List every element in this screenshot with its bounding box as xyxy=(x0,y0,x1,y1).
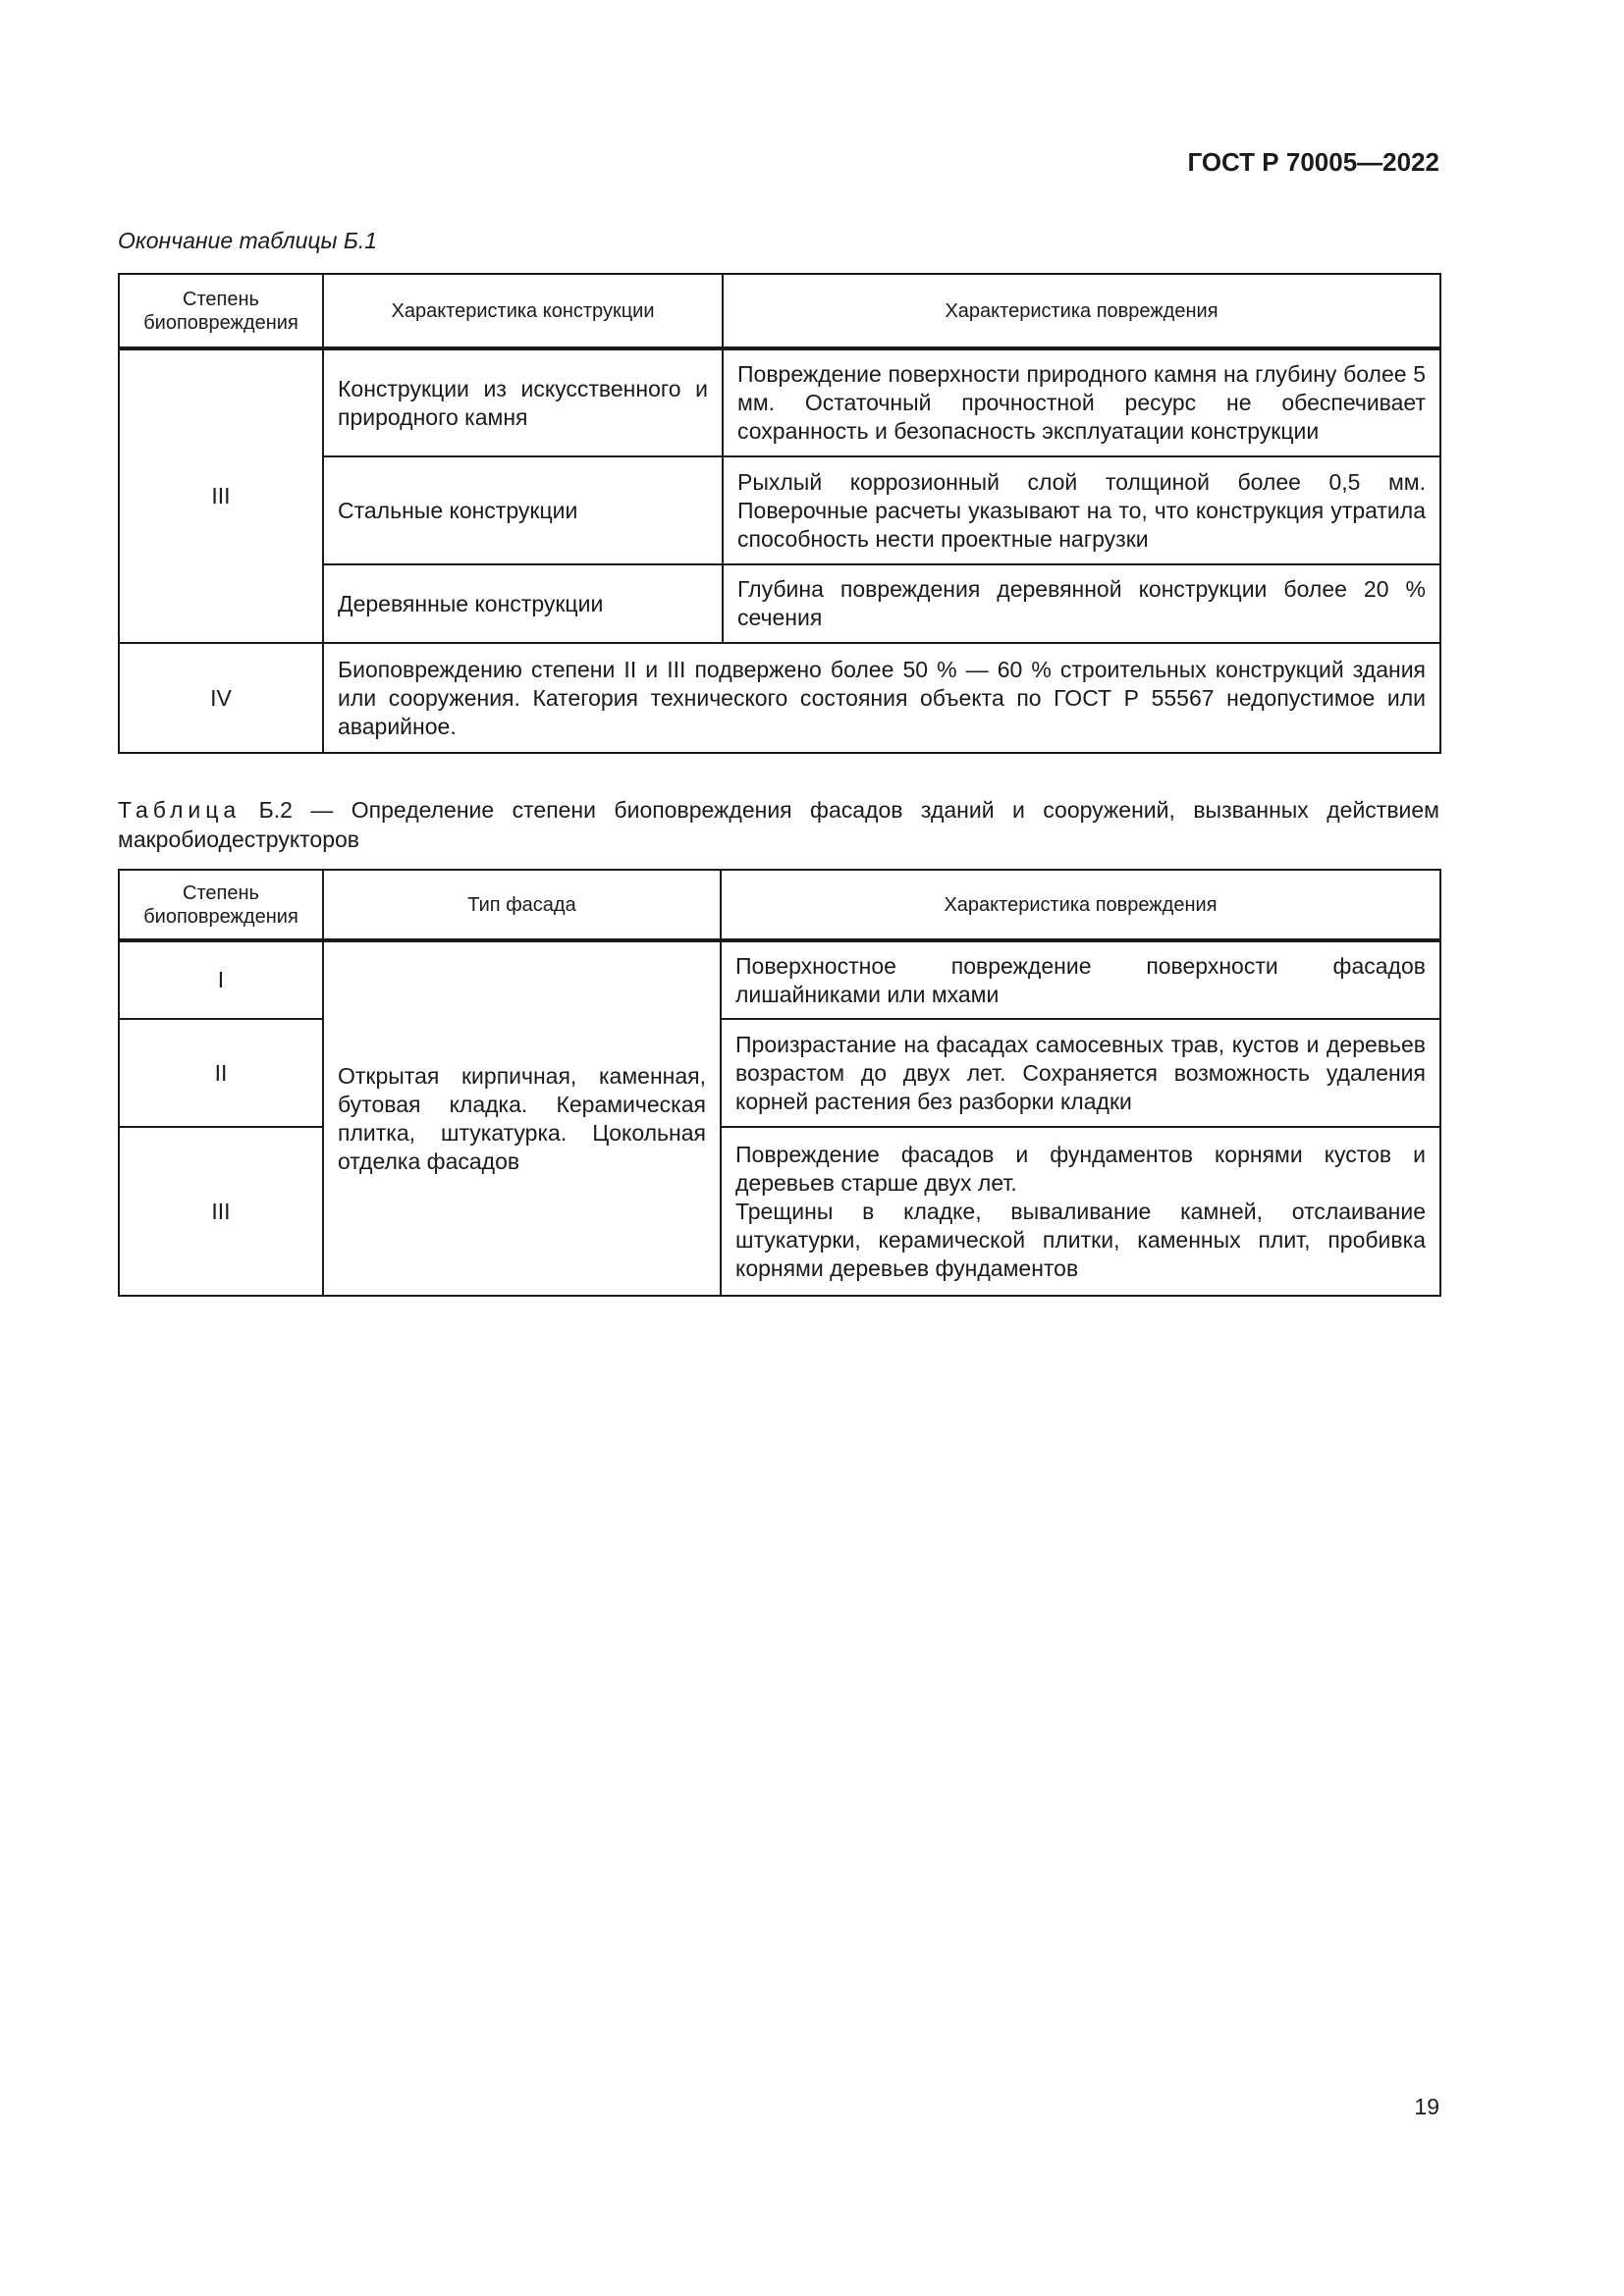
degree-cell: I xyxy=(119,940,323,1019)
column-header-degree: Степень биоповреждения xyxy=(119,870,323,940)
damage-text: Повреждение фасадов и фундаментов корнями кустов и деревьев старше двух лет. xyxy=(735,1141,1426,1196)
construction-cell: Деревянные конструкции xyxy=(323,564,723,643)
table-b1 xyxy=(118,273,1441,754)
table-continuation-label: Окончание таблицы Б.1 xyxy=(118,228,378,253)
table-row xyxy=(119,940,1440,1019)
degree-cell: II xyxy=(119,1019,323,1127)
damage-cell: Глубина повреждения деревянной конструкции более 20 % сечения xyxy=(723,564,1440,643)
document-code: ГОСТ Р 70005—2022 xyxy=(1187,147,1439,177)
table-b2-title xyxy=(118,795,1439,854)
table-header-row xyxy=(119,274,1440,348)
degree-cell: III xyxy=(119,1127,323,1296)
page-number: 19 xyxy=(1414,2094,1439,2119)
column-header-damage: Характеристика повреждения xyxy=(721,870,1440,940)
column-header-degree: Степень биоповреждения xyxy=(119,274,323,348)
column-header-construction: Характеристика конструкции xyxy=(323,274,723,348)
column-header-facade-type: Тип фасада xyxy=(323,870,721,940)
damage-cell: Поверхностное повреждение поверхности фасадов лишайниками или мхами xyxy=(721,940,1440,1019)
merged-description-cell: Биоповреждению степени II и III подвержено более 50 % — 60 % строительных конструкций здания или сооружения. Категория технического состояния объекта по ГОСТ Р 55567 недопустимое или аварийное. xyxy=(323,643,1440,753)
damage-cell: Произрастание на фасадах самосевных трав, кустов и деревьев возрастом до двух лет. Сохраняется возможность удаления корней растения без разборки кладки xyxy=(721,1019,1440,1127)
degree-cell: III xyxy=(119,348,323,643)
construction-cell: Конструкции из искусственного и природного камня xyxy=(323,348,723,456)
damage-cell: Рыхлый коррозионный слой толщиной более 0,5 мм. Поверочные расчеты указывают на то, что конструкция утратила способность нести проектные нагрузки xyxy=(723,456,1440,564)
table-row xyxy=(119,348,1440,456)
degree-cell: IV xyxy=(119,643,323,753)
column-header-damage: Характеристика повреждения xyxy=(723,274,1440,348)
damage-cell xyxy=(721,1127,1440,1296)
table-row xyxy=(119,643,1440,753)
damage-cell: Повреждение поверхности природного камня на глубину более 5 мм. Остаточный прочностной ресурс не обеспечивает сохранность и безопасность эксплуатации конструкции xyxy=(723,348,1440,456)
table-row xyxy=(119,1019,1440,1127)
table-label: Таблица xyxy=(118,797,242,823)
table-b2 xyxy=(118,869,1441,1297)
facade-type-cell: Открытая кирпичная, каменная, бутовая кладка. Керамическая плитка, штукатурка. Цокольная отделка фасадов xyxy=(323,940,721,1296)
damage-text-continued: Трещины в кладке, вываливание камней, отслаивание штукатурки, керамической плитки, каменных плит, пробивка корнями деревьев фундаментов xyxy=(735,1198,1426,1281)
table-header-row xyxy=(119,870,1440,940)
construction-cell: Стальные конструкции xyxy=(323,456,723,564)
table-title-text: Б.2 — Определение степени биоповреждения фасадов зданий и сооружений, вызванных действием макробиодеструкторов xyxy=(118,797,1439,852)
table-row xyxy=(119,1127,1440,1296)
